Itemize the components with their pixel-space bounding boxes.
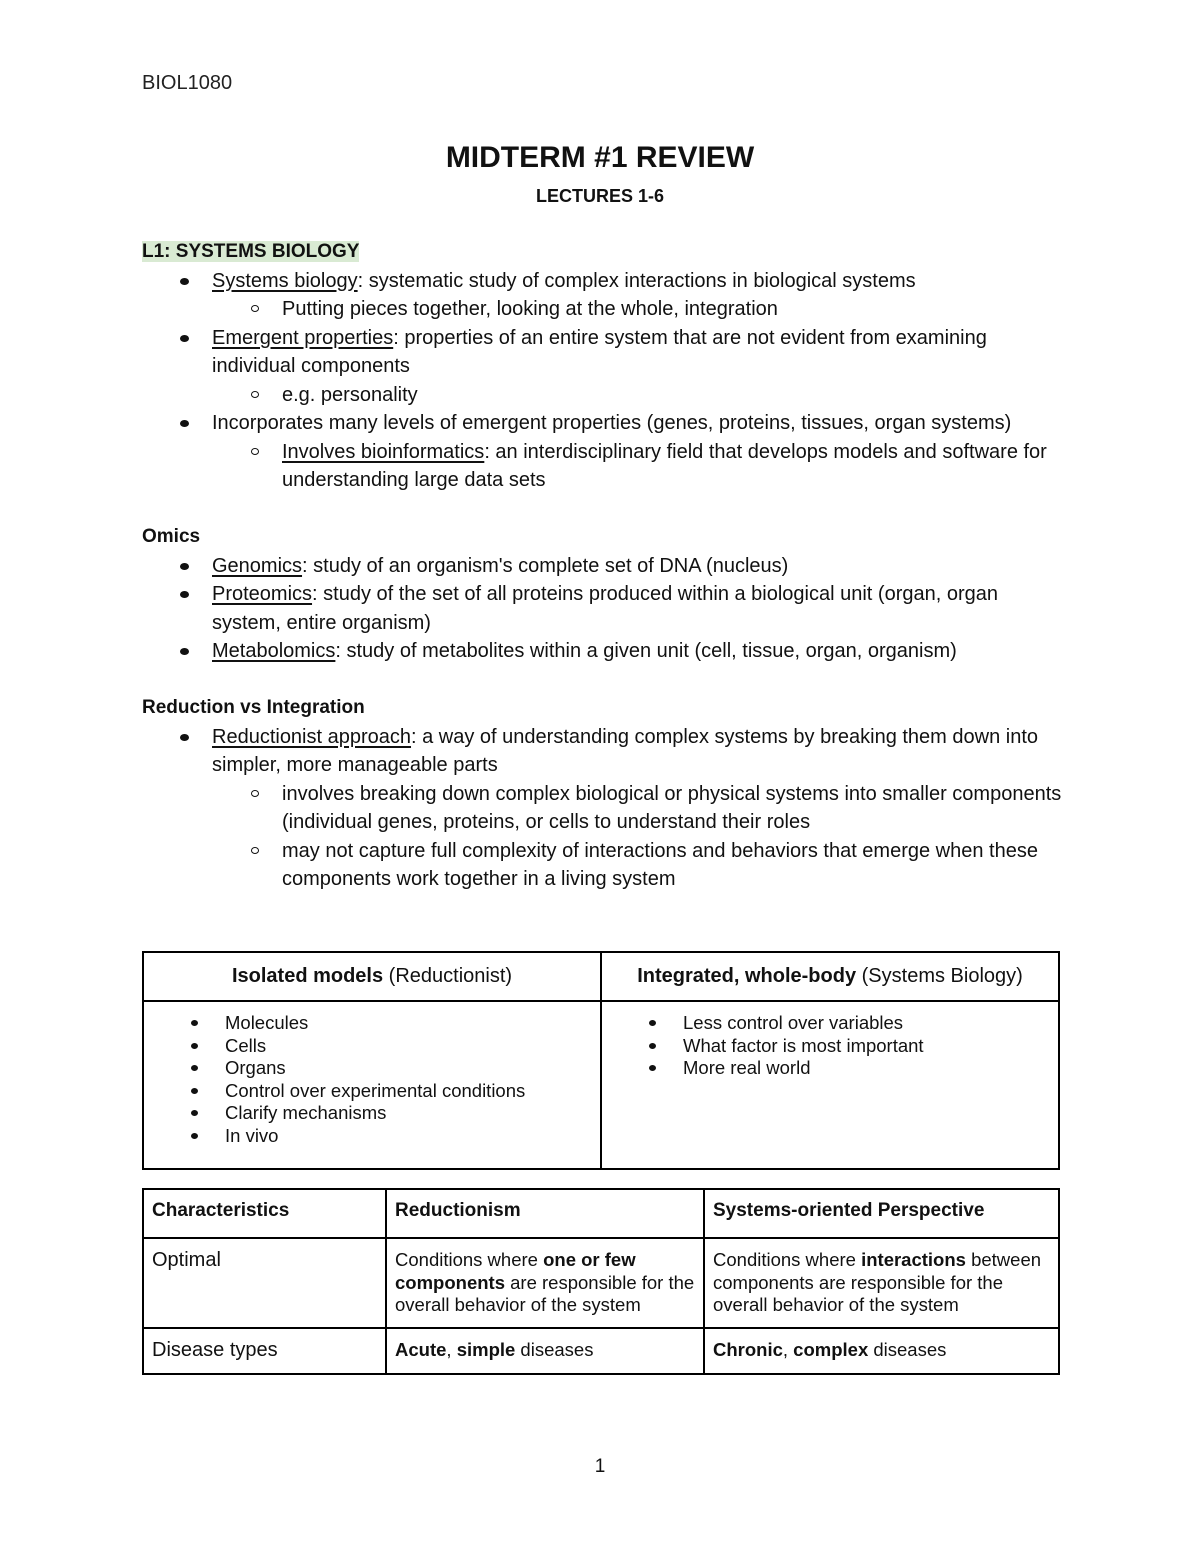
list-item: Incorporates many levels of emergent properties (genes, proteins, tissues, organ systems) Involves bioinformatics: an interdisciplinary field that develops models and software for understanding large data sets: [142, 409, 1062, 495]
table-cell: Conditions where one or few components are responsible for the overall behavior of the system: [386, 1238, 704, 1328]
list-item: Cells: [145, 1035, 599, 1058]
page-subtitle: LECTURES 1-6: [535, 186, 665, 206]
table-header-systems: Systems-oriented Perspective: [704, 1189, 1059, 1238]
section-heading-omics: Omics: [142, 526, 201, 547]
integrated-models-cell: [601, 1001, 1059, 1169]
perspective-comparison-table: [142, 1188, 1060, 1375]
list-item: Systems biology: systematic study of complex interactions in biological systems Putting pieces together, looking at the whole, integration: [142, 267, 1062, 324]
reduction-list: [142, 723, 1062, 894]
table-row: [143, 1238, 1059, 1328]
list-item: What factor is most important: [603, 1035, 1057, 1058]
list-item: Control over experimental conditions: [145, 1080, 599, 1103]
sub-list-item: e.g. personality: [142, 381, 1062, 410]
list-item: Genomics: study of an organism's complete set of DNA (nucleus): [142, 552, 1062, 581]
table-row: [143, 1328, 1059, 1374]
table-cell: Conditions where interactions between components are responsible for the overall behavior of the system: [704, 1238, 1059, 1328]
list-item: Reductionist approach: a way of understanding complex systems by breaking them down into simpler, more manageable parts involves breaking down complex biological or physical systems into smaller components (individual genes, proteins, or cells to understand their roles may not capture full complexity of interactions and behaviors that emerge when these components work together in a living system: [142, 723, 1062, 894]
table-cell: Chronic, complex diseases: [704, 1328, 1059, 1374]
omics-list: [142, 552, 1062, 666]
table-cell: Optimal: [143, 1238, 386, 1328]
list-item: Proteomics: study of the set of all proteins produced within a biological unit (organ, organ system, entire organism): [142, 580, 1062, 637]
sub-list-item: may not capture full complexity of interactions and behaviors that emerge when these components work together in a living system: [142, 837, 1062, 894]
models-comparison-table: [142, 951, 1060, 1170]
list-item: Metabolomics: study of metabolites within a given unit (cell, tissue, organ, organism): [142, 637, 1062, 666]
sub-list-item: involves breaking down complex biological or physical systems into smaller components (individual genes, proteins, or cells to understand their roles: [142, 780, 1062, 837]
document-body: [142, 238, 1062, 894]
list-item: Clarify mechanisms: [145, 1102, 599, 1125]
table-cell: Acute, simple diseases: [386, 1328, 704, 1374]
table-cell: Disease types: [143, 1328, 386, 1374]
list-item: Molecules: [145, 1012, 599, 1035]
course-code: BIOL1080: [142, 72, 233, 94]
table-header-reductionism: Reductionism: [386, 1189, 704, 1238]
list-item: Organs: [145, 1057, 599, 1080]
list-item: Emergent properties: properties of an entire system that are not evident from examining individual components e.g. personality: [142, 324, 1062, 410]
list-item: In vivo: [145, 1125, 599, 1148]
section-heading-reduction: Reduction vs Integration: [142, 697, 365, 718]
table-header-integrated: Integrated, whole-body (Systems Biology): [601, 952, 1059, 1001]
list-item: Less control over variables: [603, 1012, 1057, 1035]
sub-list-item: Putting pieces together, looking at the whole, integration: [142, 295, 1062, 324]
list-item: More real world: [603, 1057, 1057, 1080]
section-heading-systems-biology: L1: SYSTEMS BIOLOGY: [142, 241, 360, 262]
sub-list-item: Involves bioinformatics: an interdisciplinary field that develops models and software for understanding large data sets: [142, 438, 1062, 495]
table-row: [143, 1189, 1059, 1238]
table-header-characteristics: Characteristics: [143, 1189, 386, 1238]
page-title: MIDTERM #1 REVIEW: [445, 141, 755, 174]
table-header-isolated: Isolated models (Reductionist): [143, 952, 601, 1001]
systems-biology-list: [142, 267, 1062, 495]
page-number: 1: [594, 1456, 606, 1477]
isolated-models-cell: [143, 1001, 601, 1169]
